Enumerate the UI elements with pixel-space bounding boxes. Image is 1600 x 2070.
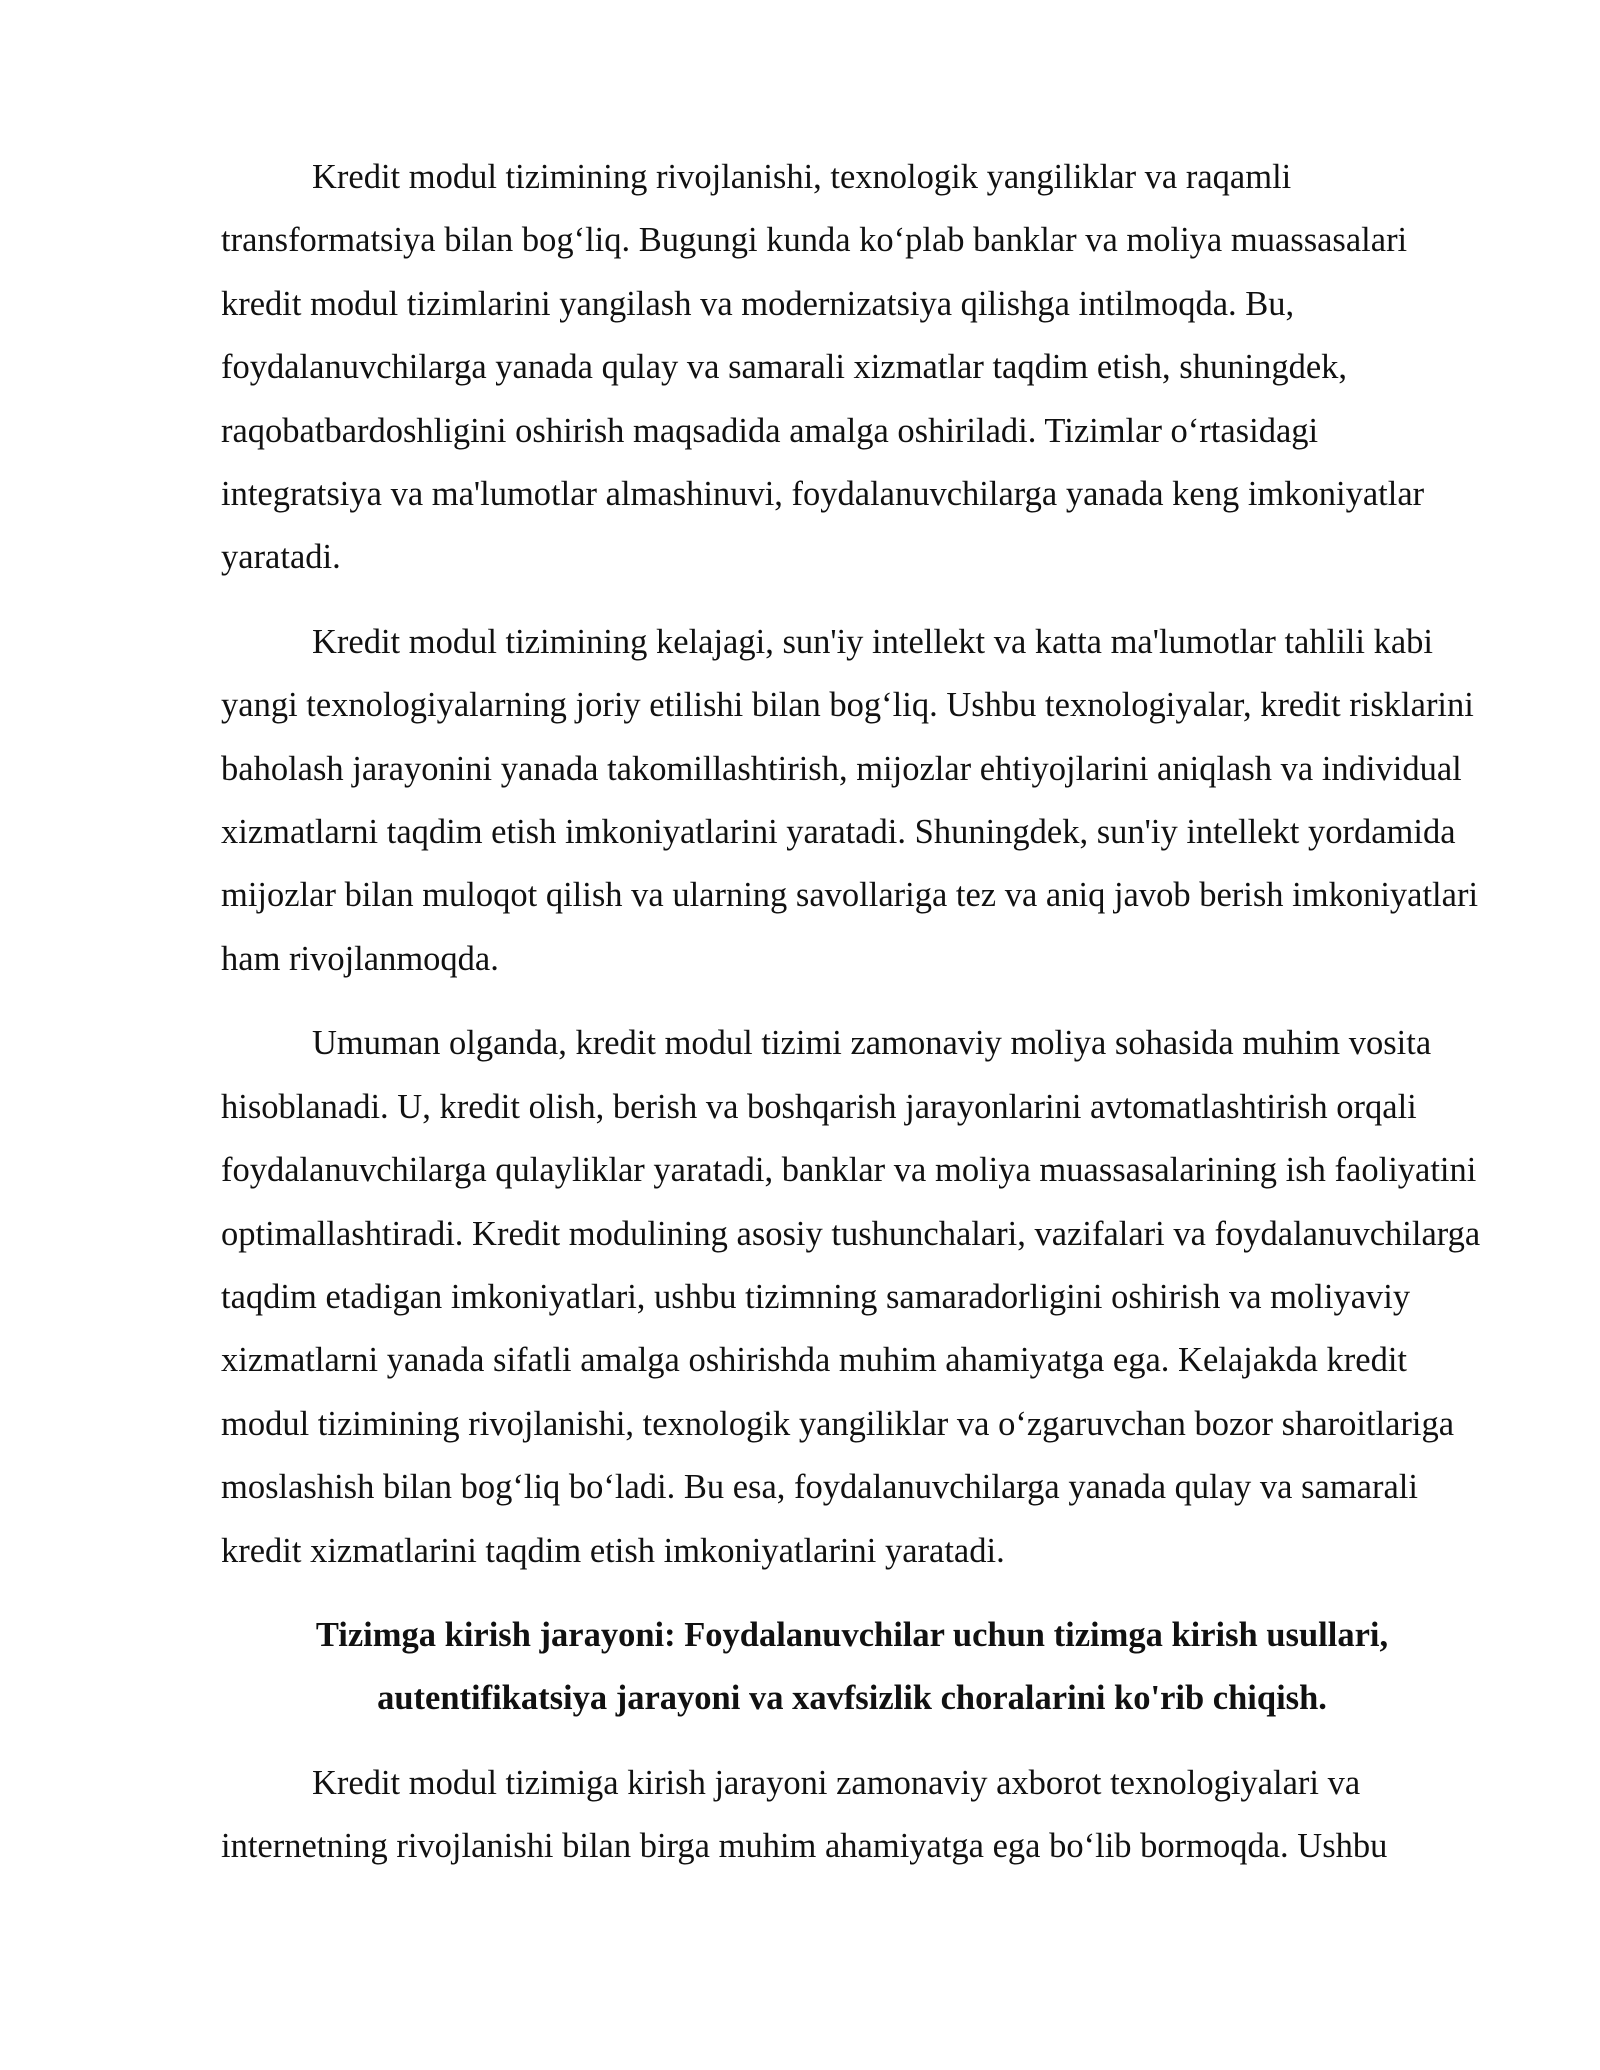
section-heading: Tizimga kirish jarayoni: Foydalanuvchilar uchun tizimga kirish usullari, autentifikatsiya jarayoni va xavfsizlik choralarini ko'rib chiqish. [315,1615,1389,1718]
paragraph-credit-module-development: Kredit modul tizimining rivojlanishi, texnologik yangiliklar va raqamli transformatsiya bilan bog‘liq. Bugungi kunda ko‘plab banklar va moliya muassasalari kredit modul tizimlarini yangilash va modernizatsiya qilishga intilmoqda. Bu, foydalanuvchilarga yanada qulay va samarali xizmatlar taqdim etish, shuningdek, raqobatbardoshligini oshirish maqsadida amalga oshiriladi. Tizimlar o‘rtasidagi integratsiya va ma'lumotlar almashinuvi, foydalanuvchilarga yanada keng imkoniyatlar yaratadi. [221,158,1425,577]
paragraph-credit-module-summary: Umuman olganda, kredit modul tizimi zamonaviy moliya sohasida muhim vosita hisoblanadi. U, kredit olish, berish va boshqarish jarayonlarini avtomatlashtirish orqali foydalanuvchilarga qulayliklar yaratadi, banklar va moliya muassasalarining ish faoliyatini optimallashtiradi. Kredit modulining asosiy tushunchalari, vazifalari va foydalanuvchilarga taqdim etadigan imkoniyatlari, ushbu tizimning samaradorligini oshirish va moliyaviy xizmatlarni yanada sifatli amalga oshirishda muhim ahamiyatga ega. Kelajakda kredit modul tizimining rivojlanishi, texnologik yangiliklar va o‘zgaruvchan bozor sharoitlariga moslashish bilan bog‘liq bo‘ladi. Bu esa, foydalanuvchilarga yanada qulay va samarali kredit xizmatlarini taqdim etish imkoniyatlarini yaratadi. [221,1024,1481,1570]
paragraph-credit-module-future: Kredit modul tizimining kelajagi, sun'iy intellekt va katta ma'lumotlar tahlili kabi yangi texnologiyalarning joriy etilishi bilan bog‘liq. Ushbu texnologiyalar, kredit risklarini baholash jarayonini yanada takomillashtirish, mijozlar ehtiyojlarini aniqlash va individual xizmatlarni taqdim etish imkoniyatlarini yaratadi. Shuningdek, sun'iy intellekt yordamida mijozlar bilan muloqot qilish va ularning savollariga tez va aniq javob berish imkoniyatlari ham rivojlanmoqda. [221,622,1479,978]
paragraph-login-process: Kredit modul tizimiga kirish jarayoni zamonaviy axborot texnologiyalari va internetning rivojlanishi bilan birga muhim ahamiyatga ega bo‘lib bormoqda. Ushbu [221,1763,1388,1866]
document-page [221,146,1483,1900]
